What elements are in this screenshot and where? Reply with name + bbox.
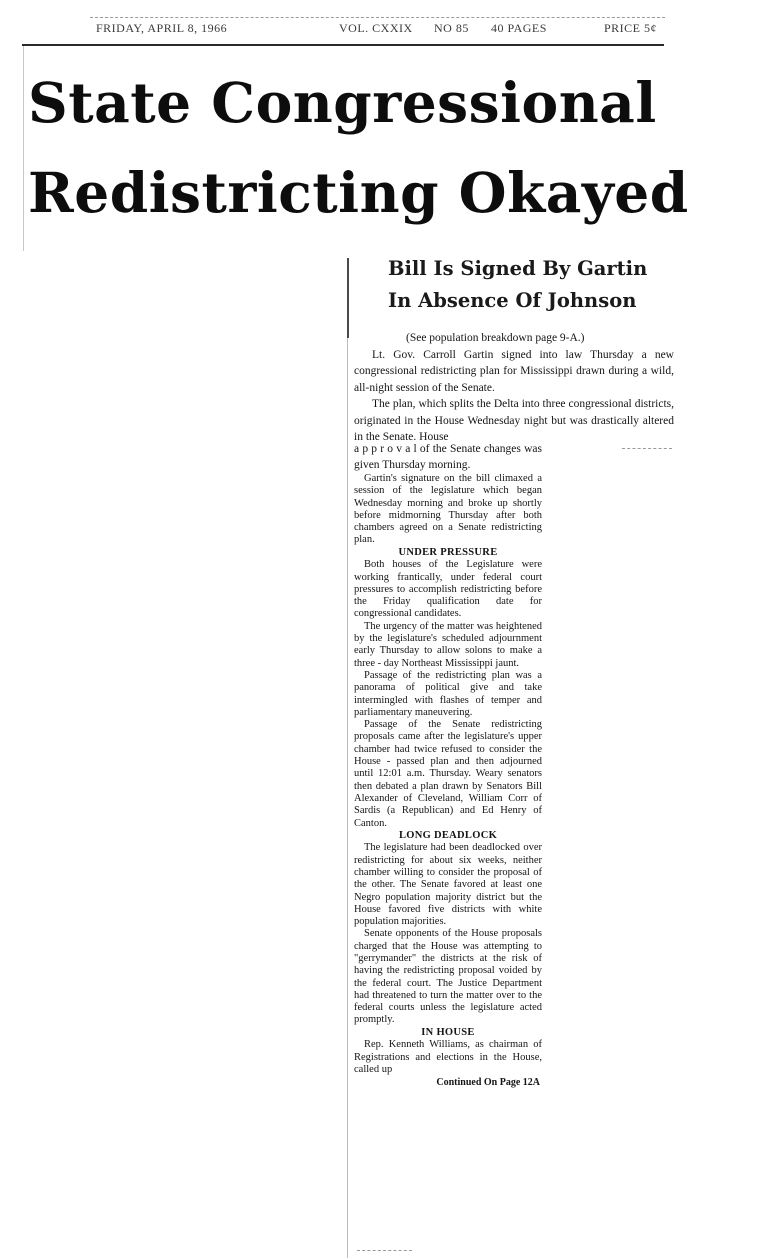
article-paragraph: Gartin's signature on the bill climaxed a session of the legislature which began Wednesday morning and broke up shortly before midmorning Thursday after both chambers agreed on a Senate redistricting plan. (354, 473, 542, 546)
masthead (96, 21, 666, 39)
article-paragraph: Rep. Kenneth Williams, as chairman of Registrations and elections in the House, called up (354, 1039, 542, 1075)
masthead-number: NO 85 (434, 21, 469, 35)
deck-line-2: In Absence Of Johnson (388, 289, 637, 312)
article-paragraph: Passage of the Senate redistricting proposals came after the legislature's upper chamber had twice refused to consider the House - passed plan and then adjourned until 12:01 a.m. Thursday. Weary senators then debated a plan drawn by Senators Bill Alexander of Cleveland, William Corr of Sardis (a Republican) and Ed Henry of Canton. (354, 719, 542, 829)
headline-line-1: State Congressional (28, 70, 657, 135)
see-note: (See population breakdown page 9-A.) (406, 332, 585, 344)
masthead-pages: 40 PAGES (491, 21, 547, 35)
short-rule (622, 448, 672, 449)
subheadline-deck (388, 253, 688, 317)
section-subhead: IN HOUSE (421, 1026, 475, 1038)
article-paragraph: The plan, which splits the Delta into three congressional districts, originated in the House Wednesday night but was drastically altered in the Senate. House (354, 398, 674, 443)
headline (28, 58, 728, 238)
article-paragraph: The legislature had been deadlocked over redistricting for about six weeks, neither chamber willing to consider the proposal of the other. The Senate favored at least one Negro population majority district but the House favored five districts with white population majorities. (354, 842, 542, 928)
masthead-price: PRICE 5¢ (604, 21, 658, 35)
article-paragraph: Senate opponents of the House proposals charged that the House was attempting to "gerrymander" the districts at the risk of having the redistricting proposal voided by the federal court. The Justice Department had threatened to turn the matter over to the federal courts unless the legislature acted promptly. (354, 928, 542, 1026)
continued-line: Continued On Page 12A (436, 1077, 540, 1089)
masthead-top-rule (90, 17, 665, 18)
column-rule (347, 258, 348, 1258)
article-body-column (354, 442, 542, 1089)
column-rule-heavy (347, 258, 349, 338)
bottom-rule (357, 1250, 412, 1251)
article-paragraph: Passage of the redistricting plan was a panorama of political give and take intermingled with flashes of temper and parliamentary maneuvering. (354, 669, 542, 718)
page-edge-line (23, 46, 24, 251)
masthead-bottom-rule (22, 44, 664, 46)
masthead-volume: VOL. CXXIX (339, 21, 413, 35)
article-paragraph: Both houses of the Legislature were working frantically, under federal court pressures to accomplish redistricting before the Friday qualification date for congressional candidates. (354, 559, 542, 620)
section-subhead: LONG DEADLOCK (398, 829, 498, 841)
article-paragraph: a p p r o v a l of the Senate changes was given Thursday morning. (354, 443, 542, 471)
article-lead (354, 330, 674, 446)
article-paragraph: Lt. Gov. Carroll Gartin signed into law Thursday a new congressional redistricting plan for Mississippi drawn during a wild, all-night session of the Senate. (354, 348, 674, 394)
masthead-date: FRIDAY, APRIL 8, 1966 (96, 21, 228, 35)
article-paragraph: The urgency of the matter was heightened by the legislature's scheduled adjournment early Thursday to allow solons to make a three - day Northeast Mississippi jaunt. (354, 620, 542, 669)
deck-line-1: Bill Is Signed By Gartin (388, 257, 648, 280)
headline-line-2: Redistricting Okayed (28, 160, 689, 225)
section-subhead: UNDER PRESSURE (398, 546, 498, 558)
